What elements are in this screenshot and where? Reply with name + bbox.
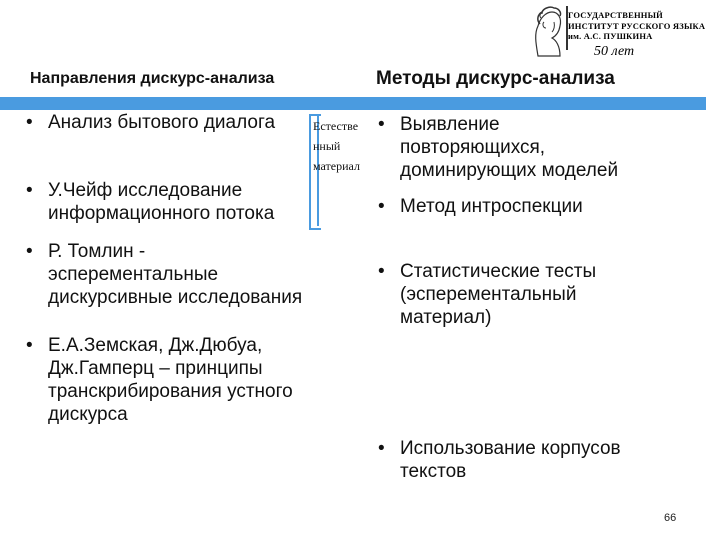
- heading-methods: Методы дискурс-анализа: [376, 68, 615, 89]
- method-item-4: [378, 437, 621, 483]
- direction-item-line: транскрибирования устного: [48, 381, 293, 402]
- institute-logo: [530, 4, 710, 60]
- pushkin-portrait-icon: [530, 4, 566, 60]
- method-item-2: [378, 195, 583, 218]
- logo-signature: 50 лет: [594, 44, 635, 59]
- method-item-line: материал): [400, 307, 492, 328]
- note-natural-material: [313, 116, 360, 176]
- logo-line-1: ГОСУДАРСТВЕННЫЙ: [568, 10, 663, 20]
- logo-text: [568, 10, 705, 42]
- method-item-1: [378, 113, 619, 182]
- direction-item-line: Е.А.Земская, Дж.Дюбуа,: [48, 335, 263, 356]
- method-item-line: Выявление: [400, 114, 500, 135]
- bullet-icon: •: [378, 114, 385, 135]
- direction-item-line: У.Чейф исследование: [48, 180, 243, 201]
- page-number: 66: [664, 512, 677, 524]
- direction-item-line: Р. Томлин -: [48, 241, 146, 262]
- direction-item-1: [26, 111, 276, 134]
- note-line: материал: [313, 159, 360, 173]
- logo-line-2: ИНСТИТУТ РУССКОГО ЯЗЫКА: [568, 20, 706, 31]
- direction-item-4: [26, 334, 293, 426]
- direction-item-line: информационного потока: [48, 203, 275, 224]
- bullet-icon: •: [26, 241, 33, 262]
- method-item-line: Статистические тесты: [400, 261, 597, 282]
- direction-item-line: Дж.Гамперц – принципы: [48, 358, 263, 379]
- bullet-icon: •: [378, 438, 385, 459]
- direction-item-3: [26, 240, 303, 309]
- direction-item-line: эсперементальные: [48, 264, 219, 285]
- bullet-icon: •: [26, 335, 33, 356]
- direction-item-line: Анализ бытового диалога: [48, 112, 276, 133]
- method-item-line: (эсперементальный: [400, 284, 577, 305]
- bullet-icon: •: [26, 112, 33, 133]
- bullet-icon: •: [378, 261, 385, 282]
- method-item-line: доминирующих моделей: [400, 160, 619, 181]
- direction-item-line: дискурсивные исследования: [48, 287, 303, 308]
- note-line: нный: [313, 139, 341, 153]
- bullet-icon: •: [378, 196, 385, 217]
- method-item-3: [378, 260, 597, 329]
- heading-directions: Направления дискурс-анализа: [30, 70, 275, 87]
- direction-item-line: дискурса: [48, 404, 128, 425]
- direction-item-2: [26, 179, 275, 225]
- note-line: Естестве: [313, 119, 359, 133]
- method-item-line: повторяющихся,: [400, 137, 546, 158]
- bullet-icon: •: [26, 180, 33, 201]
- logo-line-3: им. А.С. ПУШКИНА: [568, 31, 653, 41]
- method-item-line: Использование корпусов: [400, 438, 621, 459]
- header-divider-bar: [0, 97, 706, 110]
- method-item-line: текстов: [400, 461, 467, 482]
- method-item-line: Метод интроспекции: [400, 196, 583, 217]
